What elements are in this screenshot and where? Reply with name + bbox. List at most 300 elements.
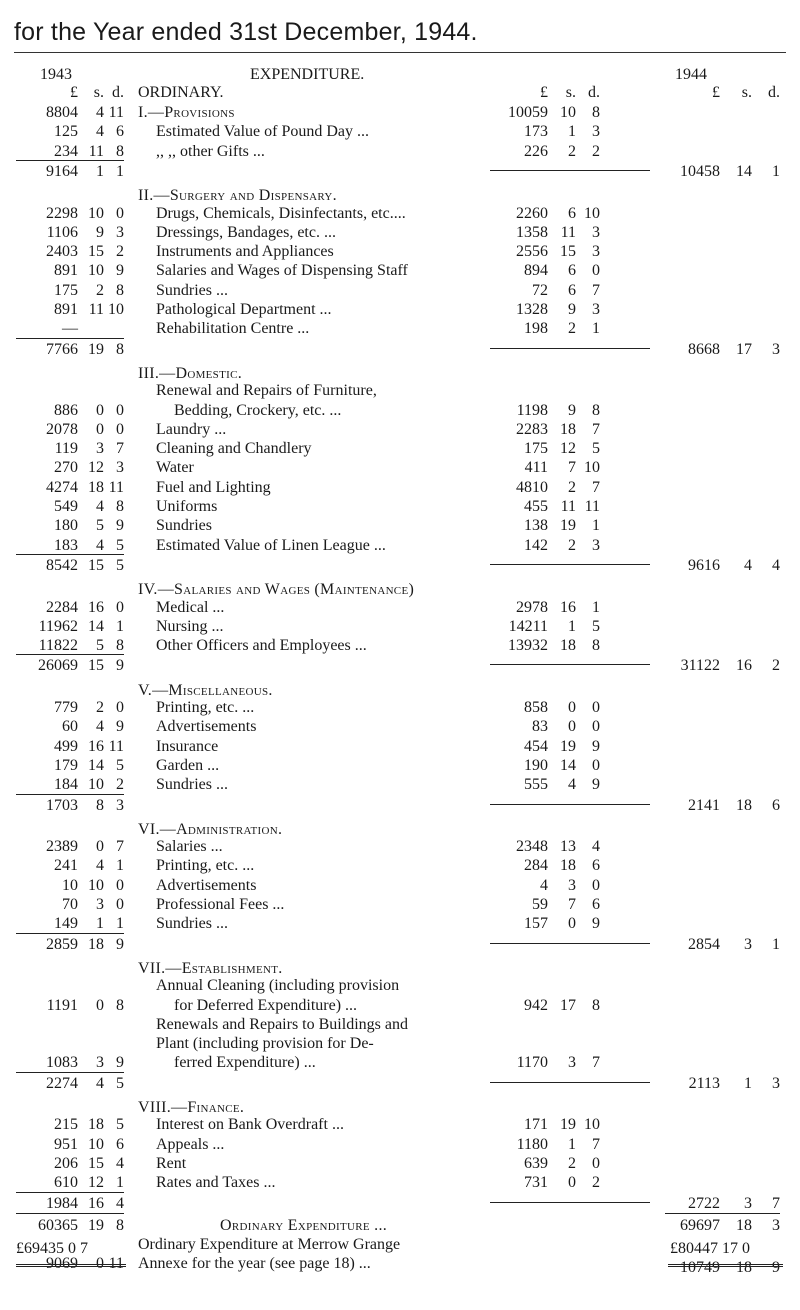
section-heading: I.—Provisions [138,104,235,121]
cur-amount-pence: 9 [592,776,600,794]
lsd-header: d. [588,84,600,101]
lsd-header: £ [540,84,548,101]
prev-amount-shillings: 3 [96,896,104,913]
prev-amount-pence: 5 [116,536,124,554]
cur-amount-pence: 1 [592,598,600,616]
item-label: Rent [156,1154,187,1172]
prev-amount-pounds: 499 [54,737,78,755]
cur-amount-shillings: 7 [568,896,576,913]
ordinary-total-pence: 3 [772,1216,780,1234]
item-label: Sundries ... [156,776,228,794]
cur-amount-shillings: 14 [560,756,576,774]
cur-amount-pence: 0 [592,699,600,716]
prev-subtotal-pounds: 1703 [46,796,78,814]
cur-amount-pounds: 83 [532,718,548,736]
prev-subtotal-pence: 4 [116,1194,124,1212]
cur-amount-shillings: 1 [568,123,576,141]
item-label: Printing, etc. ... [156,699,255,716]
prev-amount-pence: 1 [116,857,124,875]
prev-amount-shillings: 3 [96,1054,104,1072]
cur-amount-shillings: 0 [568,1174,576,1192]
cur-amount-pence: 9 [592,737,600,755]
cur-amount-pounds: 190 [524,756,548,774]
item-label: Sundries [156,517,212,535]
prev-amount-pounds: 125 [54,123,78,141]
section-total-pounds: 2854 [688,935,720,953]
cur-amount-pence: 2 [592,142,600,160]
prev-amount-pounds: — [62,320,78,338]
cur-amount-shillings: 6 [568,262,576,280]
item-label: Laundry ... [156,420,227,438]
cur-amount-pence: 9 [592,915,600,933]
grand-total-prev-rule [16,1264,126,1267]
cur-amount-pounds: 4810 [516,478,548,496]
prev-subtotal-pence: 1 [116,162,124,180]
merrow-total-shillings: 18 [736,1259,752,1277]
item-label: Nursing ... [156,617,224,635]
prev-amount-shillings: 4 [96,536,104,554]
cur-amount-pounds: 2978 [516,598,548,616]
tot-ordinary-rule [665,1213,780,1214]
cur-amount-pence: 7 [592,420,600,438]
prev-amount-pence: 8 [116,996,124,1014]
cur-amount-pence: 8 [592,996,600,1014]
cur-amount-pence: 8 [592,104,600,121]
cur-amount-shillings: 2 [568,320,576,338]
ordinary-total-label: Ordinary Expenditure ... [220,1216,388,1234]
prev-subtotal-pounds: 26069 [38,657,78,675]
item-label: Garden ... [156,756,220,774]
prev-amount-pence: 0 [116,876,124,894]
cur-amount-shillings: 6 [568,204,576,222]
cur-amount-pence: 3 [592,301,600,318]
cur-amount-pounds: 175 [524,440,548,458]
section-total-pence: 3 [772,1074,780,1092]
prev-subtotal-shillings: 19 [88,340,104,358]
prev-amount-shillings: 14 [88,756,104,774]
section-total-pence: 1 [772,935,780,953]
prev-amount-pounds: 2284 [46,598,78,616]
cur-amount-pounds: 4 [540,876,548,894]
lsd-header: s. [565,84,576,101]
section-total-pence: 4 [772,556,780,574]
cur-amount-pounds: 455 [524,498,548,515]
prev-subtotal-rule [16,654,124,655]
cur-subtotal-rule [490,1202,650,1203]
section-total-pence: 6 [772,796,780,814]
cur-amount-shillings: 3 [568,1054,576,1072]
prev-amount-pounds: 8804 [46,104,78,121]
cur-amount-pounds: 942 [524,996,548,1014]
cur-amount-shillings: 19 [560,1116,576,1134]
cur-amount-pounds: 59 [532,896,548,913]
merrow-label-cont: Annexe for the year (see page 18) ... [138,1255,371,1273]
cur-amount-pence: 7 [592,1135,600,1153]
cur-amount-shillings: 1 [568,617,576,635]
prev-amount-shillings: 3 [96,440,104,458]
item-label: Estimated Value of Linen League ... [156,536,386,554]
prev-amount-shillings: 2 [96,699,104,716]
prev-amount-pounds: 549 [54,498,78,515]
cur-subtotal-rule [490,804,650,805]
cur-amount-pounds: 1198 [516,401,548,419]
cur-amount-pence: 1 [592,517,600,535]
section-total-pence: 3 [772,340,780,358]
prev-amount-pence: 5 [116,756,124,774]
prev-amount-pence: 9 [116,1054,124,1072]
cur-amount-pounds: 555 [524,776,548,794]
cur-amount-pence: 10 [584,1116,600,1134]
prev-amount-pounds: 10 [62,876,78,894]
prev-amount-pence: 5 [116,1116,124,1134]
section-total-pounds: 2722 [688,1194,720,1212]
item-label: Sundries ... [156,915,228,933]
item-label: Annual Cleaning (including provision [156,977,400,995]
cur-amount-pence: 8 [592,637,600,655]
item-label: Drugs, Chemicals, Disinfectants, etc.... [156,204,406,222]
prev-subtotal-rule [16,933,124,934]
cur-amount-pence: 7 [592,281,600,299]
cur-amount-pounds: 157 [524,915,548,933]
cur-amount-pounds: 171 [524,1116,548,1134]
cur-amount-pence: 0 [592,756,600,774]
prev-merrow-pounds: 9069 [46,1255,78,1273]
cur-amount-pence: 0 [592,1154,600,1172]
prev-amount-pence: 3 [116,459,124,477]
cur-amount-pounds: 1328 [516,301,548,318]
cur-amount-shillings: 9 [568,401,576,419]
prev-subtotal-pounds: 8542 [46,556,78,574]
cur-amount-shillings: 7 [568,459,576,477]
cur-subtotal-rule [490,1082,650,1083]
prev-subtotal-pence: 9 [116,935,124,953]
item-label: Pathological Department ... [156,301,332,318]
prev-amount-pounds: 241 [54,857,78,875]
prev-amount-shillings: 18 [88,478,104,496]
cur-amount-shillings: 9 [568,301,576,318]
cur-subtotal-rule [490,348,650,349]
cur-amount-pounds: 1170 [516,1054,548,1072]
prev-ordinary-total-shillings: 19 [88,1216,104,1234]
cur-amount-shillings: 18 [560,637,576,655]
cur-amount-pounds: 2283 [516,420,548,438]
cur-amount-shillings: 0 [568,915,576,933]
section-total-shillings: 3 [744,1194,752,1212]
prev-amount-pence: 8 [116,498,124,515]
prev-amount-pounds: 149 [54,915,78,933]
year-1944: 1944 [675,66,707,83]
prev-amount-shillings: 10 [88,204,104,222]
item-label: Water [156,459,194,477]
prev-amount-pence: 0 [116,699,124,716]
cur-amount-pence: 0 [592,262,600,280]
section-heading: III.—Domestic. [138,364,243,382]
section-total-shillings: 4 [744,556,752,574]
expenditure-heading: EXPENDITURE. [250,66,365,83]
prev-amount-shillings: 12 [88,1174,104,1192]
cur-amount-shillings: 4 [568,776,576,794]
cur-amount-pounds: 411 [524,459,548,477]
prev-amount-pounds: 184 [54,776,78,794]
cur-amount-shillings: 2 [568,536,576,554]
lsd-header: d. [768,84,780,101]
prev-amount-shillings: 4 [96,498,104,515]
item-label: Other Officers and Employees ... [156,637,367,655]
prev-subtotal-pence: 5 [116,1074,124,1092]
section-total-shillings: 16 [736,657,752,675]
prev-amount-pence: 2 [116,243,124,261]
prev-amount-pounds: 175 [54,281,78,299]
section-heading: IV.—Salaries and Wages (Maintenance) [138,581,415,599]
merrow-total-pence: 9 [772,1259,780,1277]
cur-amount-shillings: 19 [560,737,576,755]
item-label: ,, ,, other Gifts ... [156,142,265,160]
prev-subtotal-pounds: 2859 [46,935,78,953]
prev-amount-shillings: 10 [88,776,104,794]
cur-amount-pence: 3 [592,243,600,261]
prev-ordinary-total-pence: 8 [116,1216,124,1234]
section-total-pounds: 2141 [688,796,720,814]
cur-amount-pounds: 639 [524,1154,548,1172]
lsd-header: £ [712,84,720,101]
cur-amount-shillings: 18 [560,857,576,875]
cur-amount-pounds: 284 [524,857,548,875]
prev-amount-pounds: 2389 [46,838,78,856]
prev-amount-pence: 9 [116,718,124,736]
cur-amount-pence: 0 [592,876,600,894]
merrow-total-pounds: 10749 [680,1259,720,1277]
prev-subtotal-shillings: 8 [96,796,104,814]
cur-amount-shillings: 18 [560,420,576,438]
prev-amount-pounds: 779 [54,699,78,716]
cur-amount-pence: 10 [584,204,600,222]
section-total-pence: 1 [772,162,780,180]
prev-subtotal-pence: 5 [116,556,124,574]
cur-amount-pence: 8 [592,401,600,419]
cur-amount-pence: 4 [592,838,600,856]
prev-amount-pence: 7 [116,838,124,856]
cur-amount-pence: 7 [592,478,600,496]
prev-subtotal-shillings: 18 [88,935,104,953]
prev-subtotal-shillings: 4 [96,1074,104,1092]
prev-subtotal-rule [16,160,124,161]
cur-amount-pounds: 731 [524,1174,548,1192]
cur-amount-pence: 3 [592,223,600,241]
ordinary-total-pounds: 69697 [680,1216,720,1234]
prev-amount-pounds: 70 [62,896,78,913]
item-label: Appeals ... [156,1135,225,1153]
item-label: Sundries ... [156,281,228,299]
section-heading: V.—Miscellaneous. [138,681,273,699]
prev-subtotal-pence: 3 [116,796,124,814]
ordinary-heading: ORDINARY. [138,84,224,101]
prev-amount-pounds: 11822 [38,637,78,655]
prev-amount-shillings: 0 [96,420,104,438]
prev-amount-pence: 3 [116,223,124,241]
cur-amount-pence: 3 [592,123,600,141]
cur-amount-shillings: 12 [560,440,576,458]
cur-amount-pounds: 10059 [508,104,548,121]
cur-amount-pence: 6 [592,896,600,913]
item-label: Dressings, Bandages, etc. ... [156,223,336,241]
ordinary-total-shillings: 18 [736,1216,752,1234]
cur-amount-shillings: 11 [560,223,576,241]
page-title: for the Year ended 31st December, 1944. [14,18,478,46]
prev-amount-pounds: 4274 [46,478,78,496]
item-label: Rehabilitation Centre ... [156,320,310,338]
cur-amount-shillings: 2 [568,1154,576,1172]
cur-amount-pence: 1 [592,320,600,338]
prev-amount-pence: 8 [116,637,124,655]
cur-amount-shillings: 2 [568,478,576,496]
prev-amount-shillings: 0 [96,996,104,1014]
prev-amount-shillings: 12 [88,459,104,477]
grand-total-cur-rule [668,1264,783,1267]
cur-amount-pounds: 198 [524,320,548,338]
prev-amount-pounds: 2078 [46,420,78,438]
cur-amount-shillings: 2 [568,142,576,160]
item-label: Insurance [156,737,219,755]
prev-amount-shillings: 4 [96,104,104,121]
cur-amount-pounds: 72 [532,281,548,299]
prev-amount-pence: 2 [116,776,124,794]
section-total-shillings: 3 [744,935,752,953]
section-total-shillings: 14 [736,162,752,180]
prev-amount-shillings: 15 [88,243,104,261]
cur-amount-shillings: 15 [560,243,576,261]
prev-amount-pence: 6 [116,1135,124,1153]
prev-amount-shillings: 5 [96,517,104,535]
cur-amount-pence: 11 [584,498,600,515]
prev-merrow-shillings: 0 [96,1255,104,1273]
item-label: Printing, etc. ... [156,857,255,875]
cur-amount-shillings: 17 [560,996,576,1014]
lsd-header: d. [112,84,124,101]
item-label-cont: Plant (including provision for De- [156,1035,374,1053]
year-1943: 1943 [40,66,72,83]
cur-amount-pounds: 454 [524,737,548,755]
section-total-shillings: 17 [736,340,752,358]
grand-total-prev: £69435 0 7 [16,1240,88,1257]
cur-amount-shillings: 11 [560,498,576,515]
prev-amount-pence: 0 [116,204,124,222]
prev-subtotal-shillings: 1 [96,162,104,180]
prev-amount-pence: 7 [116,440,124,458]
prev-amount-pounds: 2298 [46,204,78,222]
section-heading: VII.—Establishment. [138,959,283,977]
prev-amount-pounds: 610 [54,1174,78,1192]
item-label: Renewal and Repairs of Furniture, [156,382,377,400]
prev-amount-shillings: 11 [88,142,104,160]
prev-amount-shillings: 15 [88,1154,104,1172]
prev-amount-shillings: 2 [96,281,104,299]
prev-amount-pence: 0 [116,420,124,438]
cur-amount-pounds: 1358 [516,223,548,241]
prev-amount-pence: 10 [108,301,124,318]
prev-merrow-pence: 11 [108,1255,124,1273]
section-heading: VI.—Administration. [138,820,283,838]
cur-amount-pounds: 894 [524,262,548,280]
prev-amount-pounds: 2403 [46,243,78,261]
prev-amount-shillings: 9 [96,223,104,241]
prev-amount-pence: 11 [108,737,124,755]
cur-amount-shillings: 10 [560,104,576,121]
prev-amount-pounds: 119 [54,440,78,458]
cur-subtotal-rule [490,943,650,944]
prev-subtotal-shillings: 15 [88,657,104,675]
prev-subtotal-pounds: 9164 [46,162,78,180]
prev-amount-shillings: 4 [96,123,104,141]
item-label: Advertisements [156,718,257,736]
cur-amount-pounds: 173 [524,123,548,141]
title-rule [14,52,786,53]
prev-subtotal-rule [16,338,124,339]
prev-amount-shillings: 5 [96,637,104,655]
cur-amount-shillings: 6 [568,281,576,299]
cur-amount-pence: 7 [592,1054,600,1072]
prev-amount-shillings: 18 [88,1116,104,1134]
prev-amount-pence: 0 [116,598,124,616]
prev-subtotal-pence: 8 [116,340,124,358]
item-label: Professional Fees ... [156,896,285,913]
prev-amount-shillings: 0 [96,401,104,419]
prev-amount-pence: 1 [116,617,124,635]
prev-amount-shillings: 16 [88,737,104,755]
prev-amount-pounds: 1191 [46,996,78,1014]
prev-amount-pence: 4 [116,1154,124,1172]
item-label: Estimated Value of Pound Day ... [156,123,370,141]
section-total-pounds: 10458 [680,162,720,180]
cur-amount-pounds: 13932 [508,637,548,655]
item-label: Cleaning and Chandlery [156,440,312,458]
section-total-pounds: 8668 [688,340,720,358]
item-label: Advertisements [156,876,257,894]
prev-amount-pounds: 234 [54,142,78,160]
cur-amount-pence: 5 [592,440,600,458]
prev-amount-pounds: 215 [54,1116,78,1134]
prev-subtotal-shillings: 16 [88,1194,104,1212]
cur-amount-pence: 0 [592,718,600,736]
prev-amount-pounds: 951 [54,1135,78,1153]
prev-subtotal-rule [16,554,124,555]
cur-amount-pence: 5 [592,617,600,635]
section-total-pounds: 31122 [680,657,720,675]
grand-total-cur: £80447 17 0 [670,1240,750,1257]
prev-subtotal-pence: 9 [116,657,124,675]
lsd-header: £ [70,84,78,101]
prev-amount-shillings: 11 [88,301,104,318]
prev-amount-pounds: 1106 [46,223,78,241]
prev-amount-shillings: 1 [96,915,104,933]
item-label: Renewals and Repairs to Buildings and [156,1015,408,1033]
item-label: Rates and Taxes ... [156,1174,276,1192]
cur-subtotal-rule [490,664,650,665]
cur-amount-pounds: 138 [524,517,548,535]
prev-amount-pounds: 183 [54,536,78,554]
cur-amount-pounds: 2348 [516,838,548,856]
prev-amount-pounds: 180 [54,517,78,535]
cur-amount-pence: 6 [592,857,600,875]
prev-subtotal-rule [16,794,124,795]
cur-amount-pounds: 858 [524,699,548,716]
cur-amount-pounds: 14211 [508,617,548,635]
prev-amount-pence: 11 [108,104,124,121]
item-label: Salaries ... [156,838,223,856]
cur-amount-shillings: 16 [560,598,576,616]
prev-ordinary-total-pounds: 60365 [38,1216,78,1234]
section-total-pence: 7 [772,1194,780,1212]
item-label: Medical ... [156,598,225,616]
